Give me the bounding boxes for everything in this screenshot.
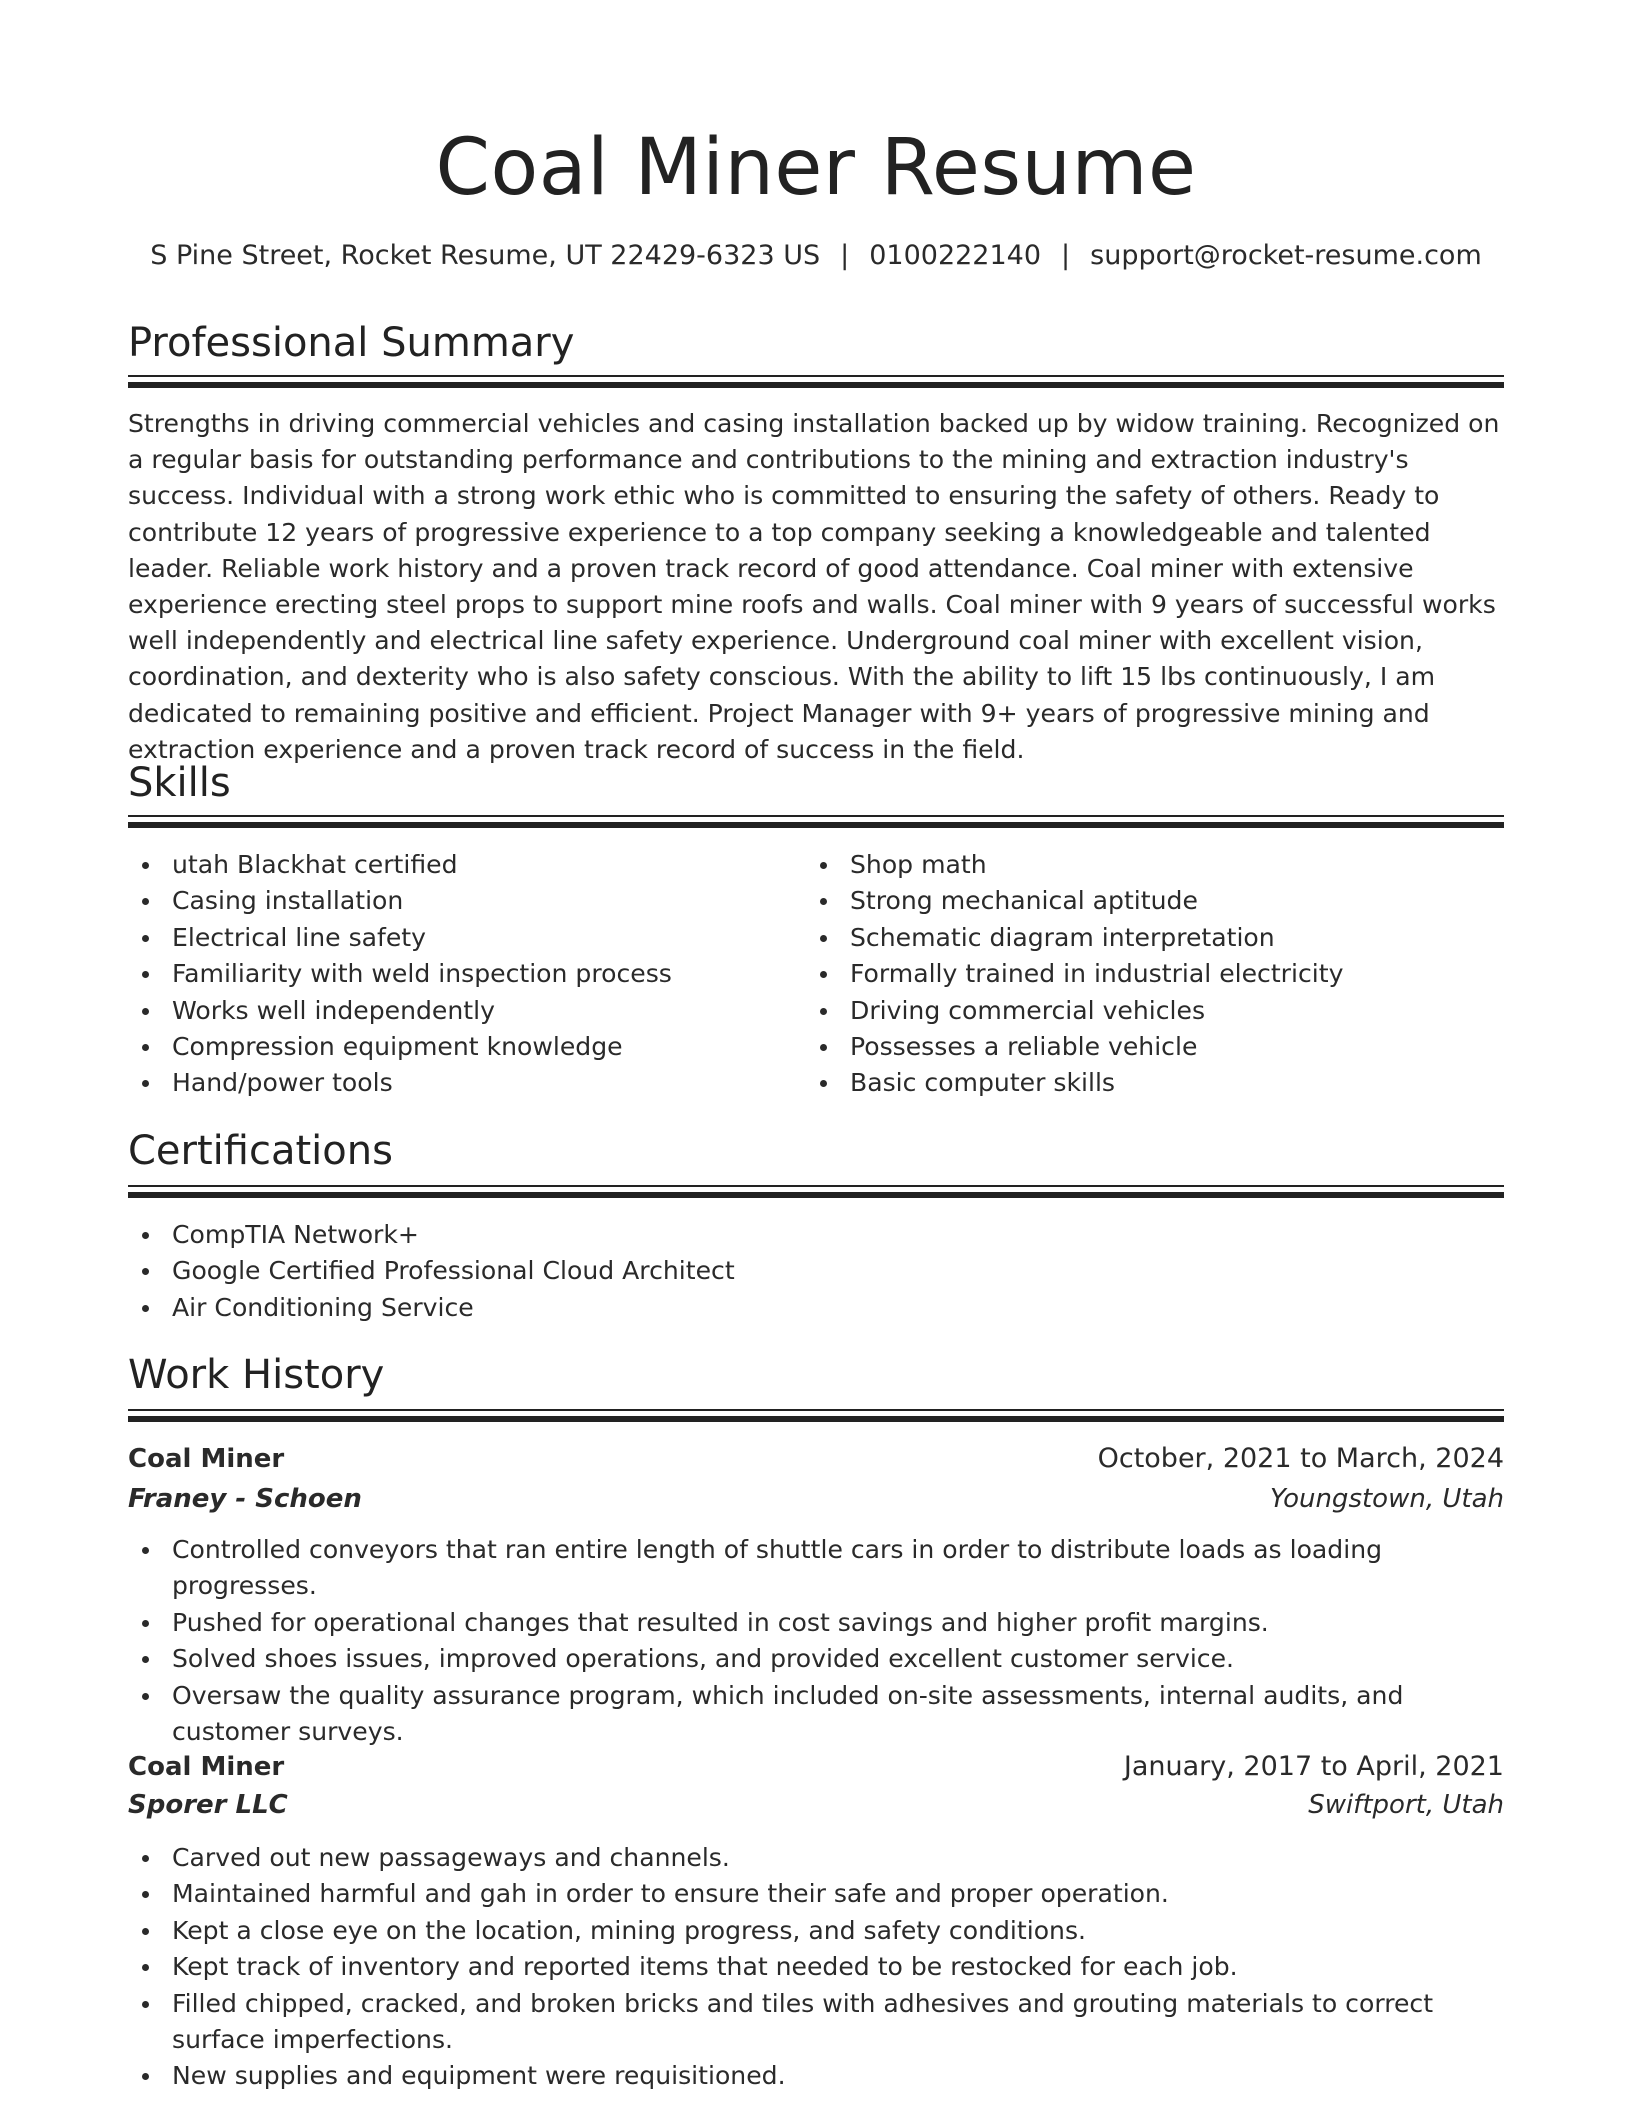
skill-item: Shop math: [806, 847, 1504, 883]
job-location: Youngstown, Utah: [1270, 1484, 1504, 1514]
skill-item: Basic computer skills: [806, 1065, 1504, 1101]
skill-item: Works well independently: [128, 993, 808, 1029]
contact-email: support@rocket-resume.com: [1090, 240, 1482, 271]
job-subheader: [128, 1479, 1504, 1519]
job-bullets: [128, 1532, 1504, 1750]
section-divider: [128, 1409, 1504, 1423]
skill-item: utah Blackhat certified: [128, 847, 808, 883]
job-company: Sporer LLC: [128, 1790, 288, 1820]
job-bullet: Kept a close eye on the location, mining progress, and safety conditions.: [128, 1913, 1504, 1949]
section-divider: [128, 375, 1504, 389]
job-bullet: Solved shoes issues, improved operations, and provided excellent customer service.: [128, 1641, 1504, 1677]
summary-text: Strengths in driving commercial vehicles and casing installation backed up by widow training. Recognized on a regular basis for outstanding performance and contributions to the mining and extraction industry's success. Individual with a strong work ethic who is committed to ensuring the safety of others. Ready to contribute 12 years of progressive experience to a top company seeking a knowledgeable and talented leader. Reliable work history and a proven track record of good attendance. Coal miner with extensive experience erecting steel props to support mine roofs and walls. Coal miner with 9 years of successful works well independently and electrical line safety experience. Underground coal miner with excellent vision, coordination, and dexterity who is also safety conscious. With the ability to lift 15 lbs continuously, I am dedicated to remaining positive and efficient. Project Manager with 9+ years of progressive mining and extraction experience and a proven track record of success in the field.: [128, 409, 1500, 764]
job-bullet: Controlled conveyors that ran entire length of shuttle cars in order to distribute loads as loading progresses.: [128, 1532, 1504, 1605]
work-history-heading: Work History: [128, 1352, 385, 1398]
skill-item: Compression equipment knowledge: [128, 1029, 808, 1065]
contact-phone: 0100222140: [869, 240, 1042, 271]
job-title: Coal Miner: [128, 1444, 285, 1474]
job-bullet: Oversaw the quality assurance program, which included on-site assessments, internal audits, and customer surveys.: [128, 1678, 1504, 1751]
skill-item: Electrical line safety: [128, 920, 808, 956]
skill-item: Strong mechanical aptitude: [806, 883, 1504, 919]
skills-heading: Skills: [128, 760, 231, 806]
skills-list-right: [806, 847, 1504, 1102]
certifications-list: [128, 1217, 1504, 1326]
contact-separator: |: [1061, 240, 1071, 271]
skill-item: Schematic diagram interpretation: [806, 920, 1504, 956]
job-subheader: [128, 1785, 1504, 1825]
section-divider: [128, 815, 1504, 829]
job-header: [128, 1439, 1504, 1479]
certification-item: Air Conditioning Service: [128, 1290, 1504, 1326]
certifications-heading: Certifications: [128, 1128, 393, 1174]
skill-item: Familiarity with weld inspection process: [128, 956, 808, 992]
job-location: Swiftport, Utah: [1308, 1790, 1504, 1820]
skill-item: Hand/power tools: [128, 1065, 808, 1101]
skill-item: Driving commercial vehicles: [806, 993, 1504, 1029]
skill-item: Possesses a reliable vehicle: [806, 1029, 1504, 1065]
certification-item: CompTIA Network+: [128, 1217, 1504, 1253]
contact-line: [128, 236, 1504, 276]
resume-title: Coal Miner Resume: [435, 123, 1197, 213]
skill-item: Casing installation: [128, 883, 808, 919]
job-company: Franey - Schoen: [128, 1484, 362, 1514]
job-bullet: Carved out new passageways and channels.: [128, 1840, 1504, 1876]
job-bullet: Maintained harmful and gah in order to ensure their safe and proper operation.: [128, 1876, 1504, 1912]
certification-item: Google Certified Professional Cloud Architect: [128, 1253, 1504, 1289]
job-dates: January, 2017 to April, 2021: [1123, 1751, 1504, 1782]
skill-item: Formally trained in industrial electricity: [806, 956, 1504, 992]
contact-address: S Pine Street, Rocket Resume, UT 22429-6323 US: [150, 240, 821, 271]
job-title: Coal Miner: [128, 1752, 285, 1782]
contact-separator: |: [840, 240, 850, 271]
job-bullet: Filled chipped, cracked, and broken bricks and tiles with adhesives and grouting materials to correct surface imperfections.: [128, 1986, 1504, 2059]
job-bullet: Kept track of inventory and reported items that needed to be restocked for each job.: [128, 1949, 1504, 1985]
skills-list-left: [128, 847, 808, 1102]
job-dates: October, 2021 to March, 2024: [1097, 1443, 1504, 1474]
job-bullet: Pushed for operational changes that resulted in cost savings and higher profit margins.: [128, 1605, 1504, 1641]
summary-heading: Professional Summary: [128, 320, 575, 366]
section-divider: [128, 1185, 1504, 1199]
job-bullets: [128, 1840, 1504, 2095]
job-bullet: New supplies and equipment were requisitioned.: [128, 2058, 1504, 2094]
job-header: [128, 1747, 1504, 1787]
